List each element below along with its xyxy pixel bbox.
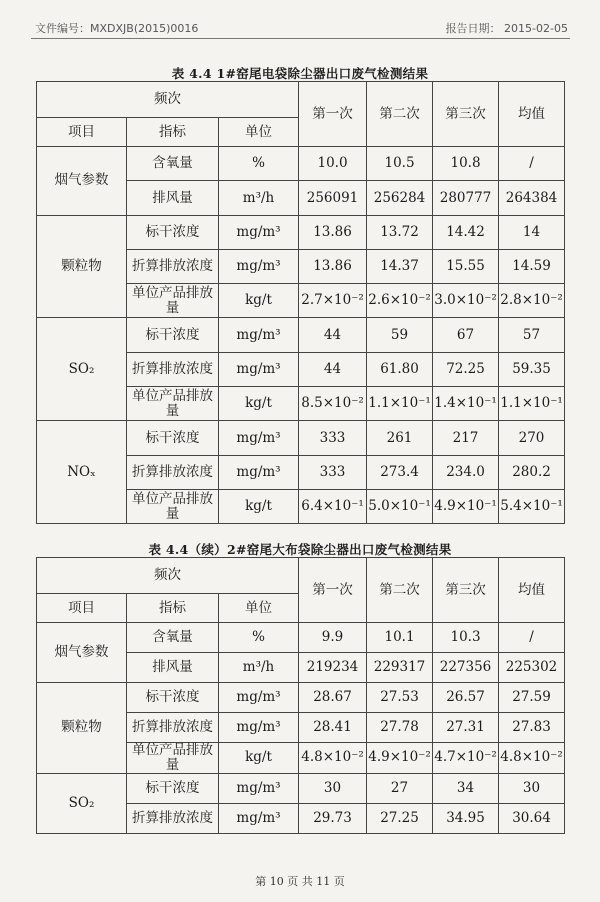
document-number: 文件编号：MXDXJB(2015)0016	[35, 22, 199, 35]
value-cell: 8.5×10⁻²	[299, 387, 367, 421]
header-row	[37, 558, 565, 594]
report-date: 报告日期： 2015-02-05	[445, 22, 568, 35]
value-cell: 30.64	[499, 803, 565, 833]
header-item: 项目	[37, 594, 127, 623]
value-cell: 14.59	[499, 249, 565, 283]
value-cell: 5.4×10⁻¹	[499, 489, 565, 523]
unit-cell: mg/m³	[219, 421, 299, 455]
value-cell: 59.35	[499, 352, 565, 386]
value-cell: 2.6×10⁻²	[367, 284, 433, 318]
value-cell: 44	[299, 352, 367, 386]
value-cell: 333	[299, 455, 367, 489]
value-cell: 27.31	[433, 713, 499, 743]
indicator-cell: 排风量	[127, 181, 219, 215]
value-cell: /	[499, 147, 565, 181]
header-first: 第一次	[299, 82, 367, 147]
group-name: 烟气参数	[37, 147, 127, 216]
unit-cell: mg/m³	[219, 773, 299, 803]
value-cell: 217	[433, 421, 499, 455]
value-cell: 61.80	[367, 352, 433, 386]
table-row	[37, 421, 565, 455]
value-cell: 14.42	[433, 215, 499, 249]
value-cell: 27.83	[499, 713, 565, 743]
value-cell: 15.55	[433, 249, 499, 283]
indicator-cell: 折算排放浓度	[127, 803, 219, 833]
header-frequency: 频次	[37, 558, 299, 594]
indicator-cell: 单位产品排放量	[127, 284, 219, 318]
unit-cell: kg/t	[219, 743, 299, 774]
value-cell: 27.25	[367, 803, 433, 833]
indicator-cell: 单位产品排放量	[127, 387, 219, 421]
unit-cell: %	[219, 147, 299, 181]
value-cell: 4.8×10⁻²	[299, 743, 367, 774]
value-cell: 256091	[299, 181, 367, 215]
unit-cell: %	[219, 623, 299, 653]
value-cell: 333	[299, 421, 367, 455]
value-cell: 1.4×10⁻¹	[433, 387, 499, 421]
value-cell: 34.95	[433, 803, 499, 833]
unit-cell: m³/h	[219, 181, 299, 215]
group-name: NOₓ	[37, 421, 127, 524]
header-unit: 单位	[219, 118, 299, 147]
value-cell: 26.57	[433, 683, 499, 713]
header-indicator: 指标	[127, 594, 219, 623]
indicator-cell: 含氧量	[127, 147, 219, 181]
unit-cell: mg/m³	[219, 803, 299, 833]
unit-cell: mg/m³	[219, 318, 299, 352]
value-cell: 4.9×10⁻²	[367, 743, 433, 774]
indicator-cell: 标干浓度	[127, 421, 219, 455]
table-row	[37, 147, 565, 181]
table-row	[37, 623, 565, 653]
value-cell: 227356	[433, 653, 499, 683]
value-cell: 34	[433, 773, 499, 803]
value-cell: 59	[367, 318, 433, 352]
value-cell: 28.41	[299, 713, 367, 743]
group-name: 烟气参数	[37, 623, 127, 683]
table1-caption: 表 4.4 1#窑尾电袋除尘器出口废气检测结果	[171, 66, 429, 81]
value-cell: 219234	[299, 653, 367, 683]
value-cell: 30	[499, 773, 565, 803]
value-cell: 9.9	[299, 623, 367, 653]
indicator-cell: 标干浓度	[127, 318, 219, 352]
value-cell: 13.86	[299, 249, 367, 283]
value-cell: 4.8×10⁻²	[499, 743, 565, 774]
indicator-cell: 折算排放浓度	[127, 249, 219, 283]
value-cell: 2.7×10⁻²	[299, 284, 367, 318]
indicator-cell: 单位产品排放量	[127, 743, 219, 774]
value-cell: 13.72	[367, 215, 433, 249]
table-row	[37, 318, 565, 352]
indicator-cell: 标干浓度	[127, 773, 219, 803]
value-cell: 229317	[367, 653, 433, 683]
unit-cell: mg/m³	[219, 455, 299, 489]
value-cell: 10.0	[299, 147, 367, 181]
value-cell: 29.73	[299, 803, 367, 833]
value-cell: /	[499, 623, 565, 653]
unit-cell: kg/t	[219, 387, 299, 421]
table-row	[37, 215, 565, 249]
header-third: 第三次	[433, 558, 499, 623]
indicator-cell: 折算排放浓度	[127, 455, 219, 489]
value-cell: 28.67	[299, 683, 367, 713]
value-cell: 3.0×10⁻²	[433, 284, 499, 318]
value-cell: 1.1×10⁻¹	[499, 387, 565, 421]
unit-cell: mg/m³	[219, 249, 299, 283]
value-cell: 13.86	[299, 215, 367, 249]
value-cell: 10.1	[367, 623, 433, 653]
value-cell: 14.37	[367, 249, 433, 283]
value-cell: 1.1×10⁻¹	[367, 387, 433, 421]
value-cell: 10.8	[433, 147, 499, 181]
header-second: 第二次	[367, 558, 433, 623]
unit-cell: mg/m³	[219, 713, 299, 743]
value-cell: 264384	[499, 181, 565, 215]
table-row	[37, 773, 565, 803]
indicator-cell: 标干浓度	[127, 215, 219, 249]
table1	[36, 81, 565, 524]
unit-cell: mg/m³	[219, 215, 299, 249]
value-cell: 67	[433, 318, 499, 352]
unit-cell: kg/t	[219, 284, 299, 318]
unit-cell: m³/h	[219, 653, 299, 683]
group-name: 颗粒物	[37, 683, 127, 774]
value-cell: 261	[367, 421, 433, 455]
header-unit: 单位	[219, 594, 299, 623]
indicator-cell: 折算排放浓度	[127, 352, 219, 386]
value-cell: 256284	[367, 181, 433, 215]
indicator-cell: 折算排放浓度	[127, 713, 219, 743]
header-row	[37, 82, 565, 118]
value-cell: 27	[367, 773, 433, 803]
value-cell: 72.25	[433, 352, 499, 386]
value-cell: 280.2	[499, 455, 565, 489]
value-cell: 225302	[499, 653, 565, 683]
value-cell: 5.0×10⁻¹	[367, 489, 433, 523]
value-cell: 44	[299, 318, 367, 352]
indicator-cell: 单位产品排放量	[127, 489, 219, 523]
group-name: SO₂	[37, 318, 127, 421]
value-cell: 27.78	[367, 713, 433, 743]
group-name: 颗粒物	[37, 215, 127, 318]
header-indicator: 指标	[127, 118, 219, 147]
value-cell: 6.4×10⁻¹	[299, 489, 367, 523]
header-average: 均值	[499, 558, 565, 623]
value-cell: 10.5	[367, 147, 433, 181]
table-row	[37, 683, 565, 713]
value-cell: 4.9×10⁻¹	[433, 489, 499, 523]
header-first: 第一次	[299, 558, 367, 623]
value-cell: 57	[499, 318, 565, 352]
header-second: 第二次	[367, 82, 433, 147]
page-footer: 第 10 页 共 11 页	[255, 875, 345, 888]
header-item: 项目	[37, 118, 127, 147]
table2	[36, 557, 565, 834]
value-cell: 273.4	[367, 455, 433, 489]
header-third: 第三次	[433, 82, 499, 147]
value-cell: 4.7×10⁻²	[433, 743, 499, 774]
value-cell: 270	[499, 421, 565, 455]
table2-caption: 表 4.4（续）2#窑尾大布袋除尘器出口废气检测结果	[148, 542, 452, 557]
indicator-cell: 标干浓度	[127, 683, 219, 713]
header-rule	[31, 38, 570, 39]
unit-cell: mg/m³	[219, 352, 299, 386]
document-header	[31, 20, 570, 38]
group-name: SO₂	[37, 773, 127, 833]
header-average: 均值	[499, 82, 565, 147]
value-cell: 14	[499, 215, 565, 249]
unit-cell: mg/m³	[219, 683, 299, 713]
value-cell: 234.0	[433, 455, 499, 489]
value-cell: 2.8×10⁻²	[499, 284, 565, 318]
value-cell: 30	[299, 773, 367, 803]
unit-cell: kg/t	[219, 489, 299, 523]
value-cell: 10.3	[433, 623, 499, 653]
header-frequency: 频次	[37, 82, 299, 118]
value-cell: 27.59	[499, 683, 565, 713]
indicator-cell: 排风量	[127, 653, 219, 683]
indicator-cell: 含氧量	[127, 623, 219, 653]
value-cell: 280777	[433, 181, 499, 215]
value-cell: 27.53	[367, 683, 433, 713]
